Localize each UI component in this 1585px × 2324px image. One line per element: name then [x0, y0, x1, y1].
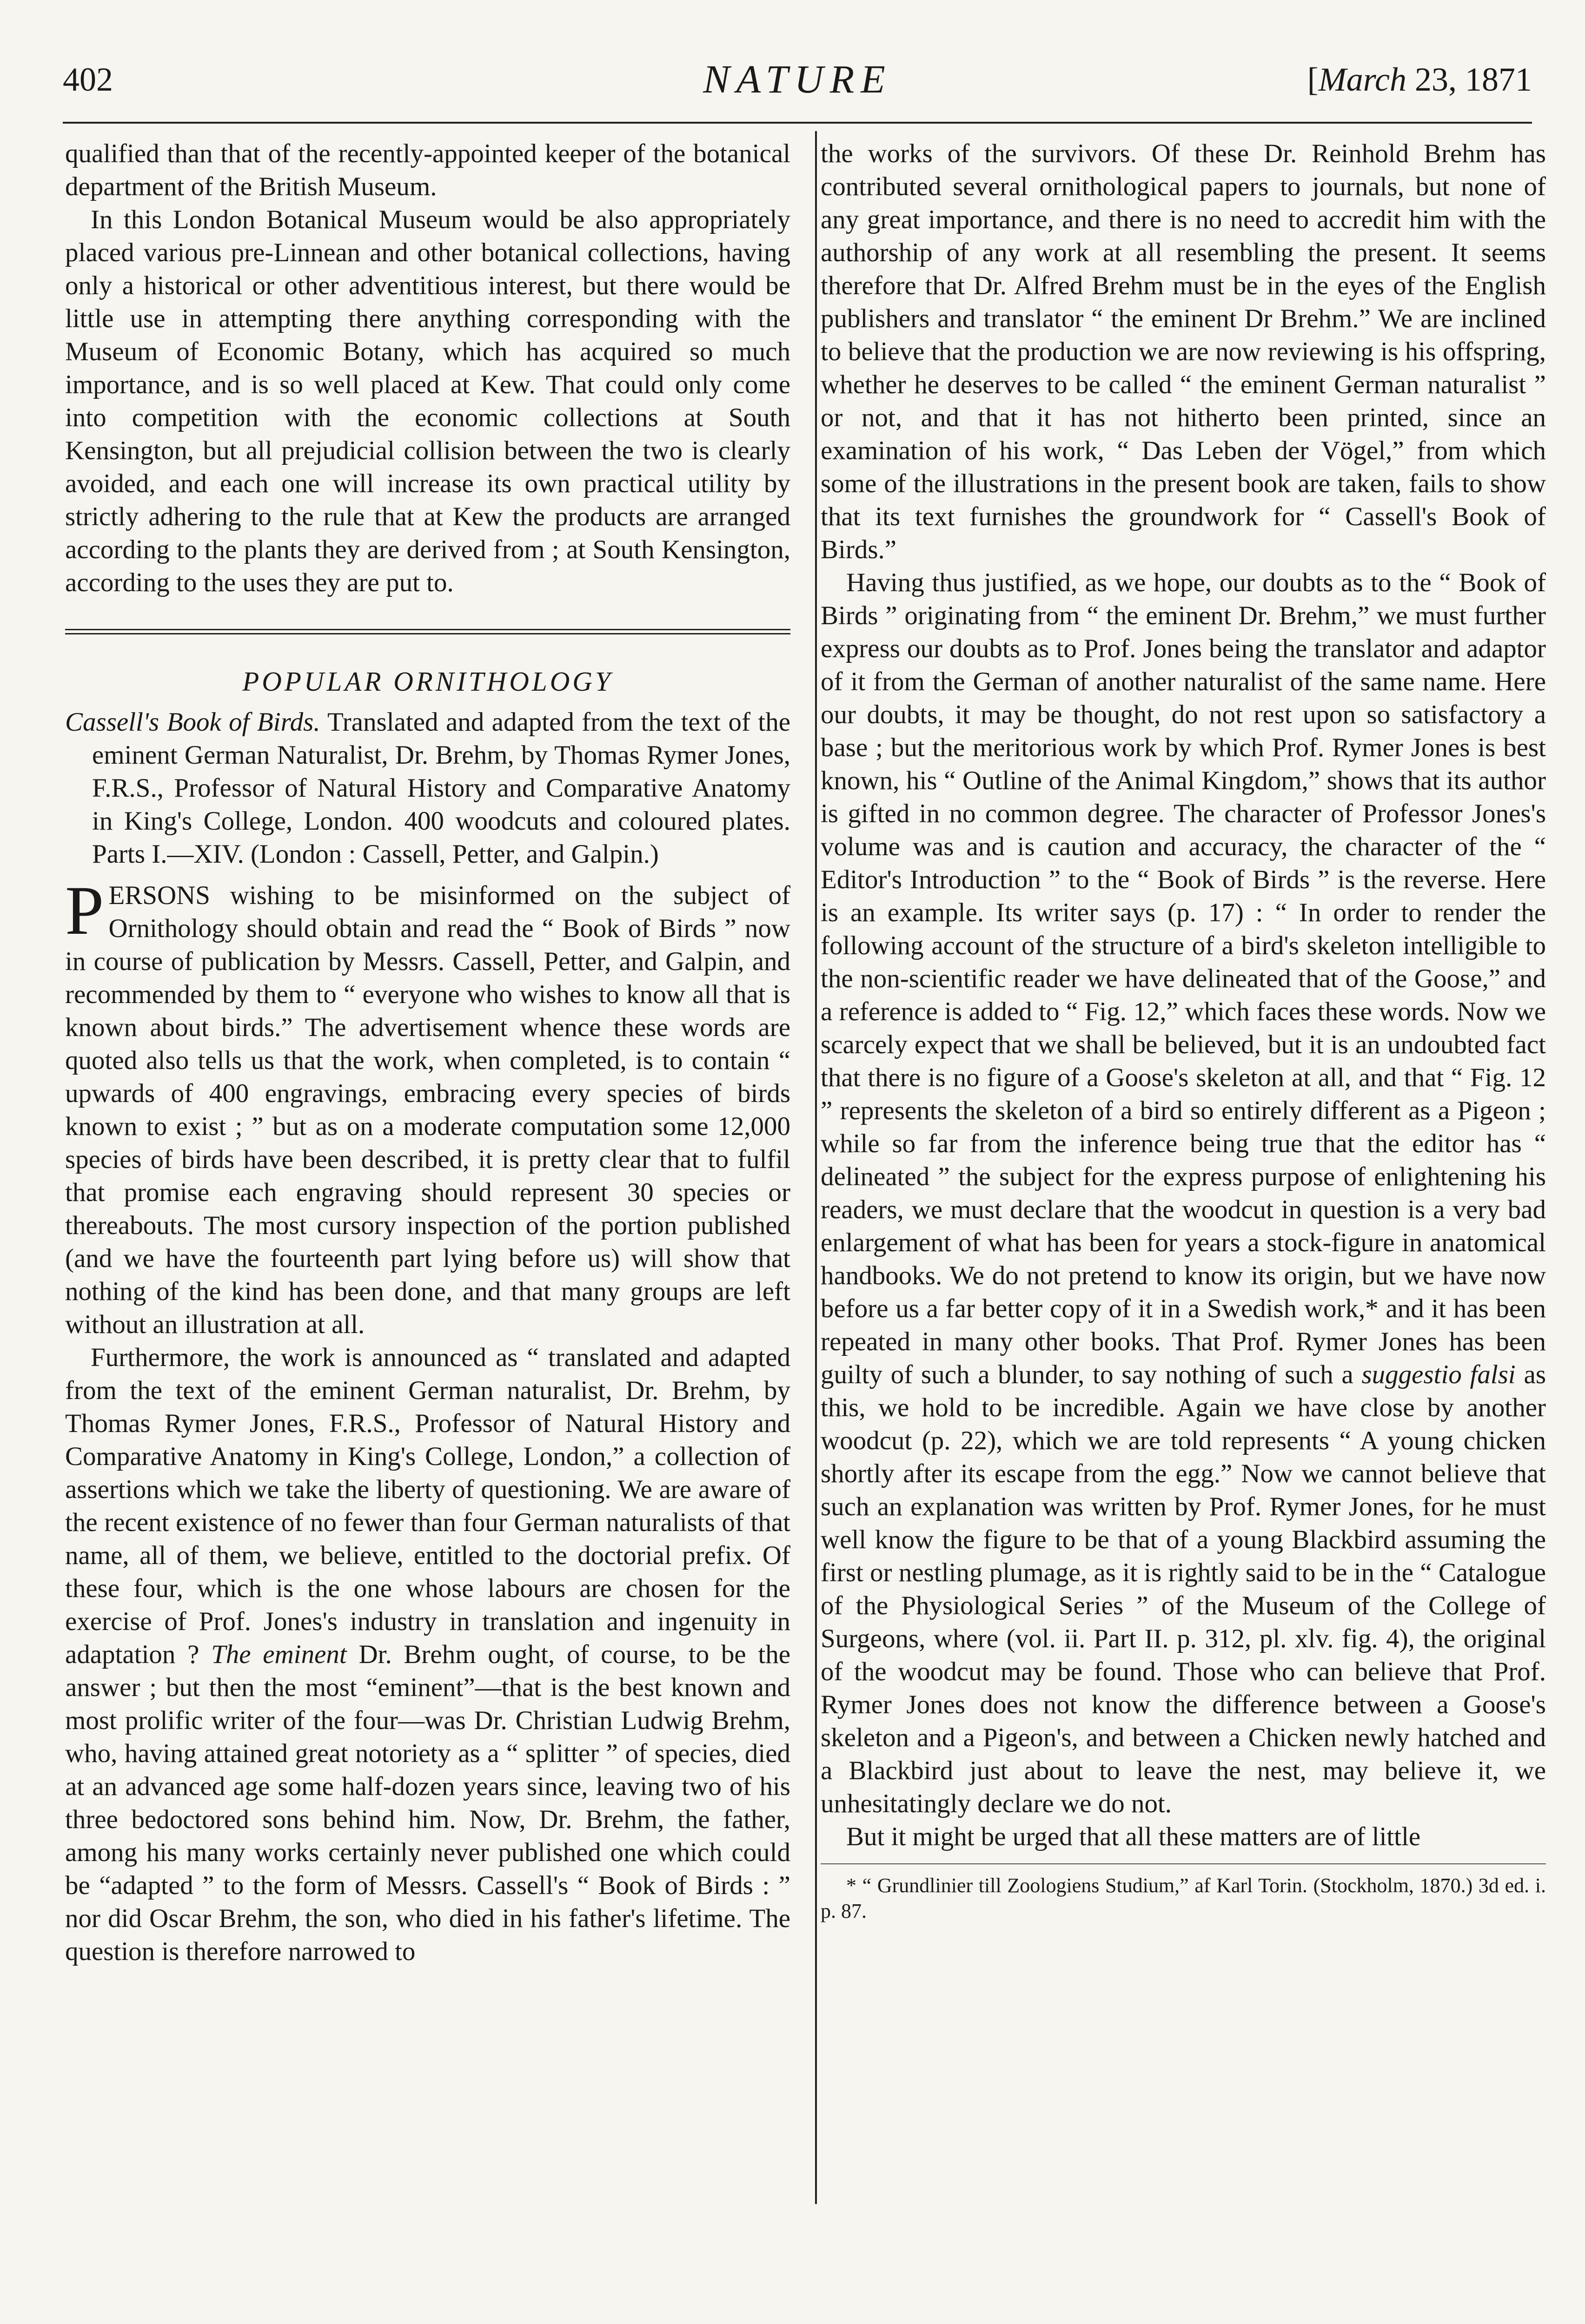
right-paragraph-1: the works of the survivors. Of these Dr. Reinhold Brehm has contributed several ornithological papers to journals, but none of any great importance, and there is no need to accredit him with the authorship of any work at all resembling the present. It seems therefore that Dr. Alfred Brehm must be in the eyes of the English publishers and translator “ the eminent Dr Brehm.” We are inclined to believe that the production we are now reviewing is his offspring, whether he deserves to be called “ the eminent German naturalist ” or not, and that it has not hitherto been printed, since an examination of his work, “ Das Leben der Vögel,” from which some of the illustrations in the present book are taken, fails to show that its text furnishes the groundwork for “ Cassell's Book of Birds.” — [821, 139, 1546, 564]
drop-cap: P — [65, 872, 104, 949]
date-rest: 23, 1871 — [1415, 61, 1532, 98]
book-description: Translated and adapted from the text of the eminent German Naturalist, Dr. Brehm, by Thomas Rymer Jones, F.R.S., Professor of Natural History and Comparative Anatomy in King's College, London. 400 woodcuts and coloured plates. Parts I.—XIV. (London : Cassell, Petter, and Galpin.) — [92, 707, 790, 869]
left-paragraph-2: In this London Botanical Museum would be also appropriately placed various pre-Linnean and other botanical collections, having only a historical or other adventitious interest, but there would be little use in attempting there anything corresponding with the Museum of Economic Botany, which has acquired so much importance, and is so well placed at Kew. That could only come into competition with the economic collections at South Kensington, but all prejudicial collision between the two is clearly avoided, and each one will increase its own practical utility by strictly adhering to the rule that at Kew the products are arranged according to the plants they are derived from ; at South Kensington, according to the uses they are put to. — [65, 205, 790, 597]
left-paragraph-3-text: ERSONS wishing to be misinformed on the subject of Ornithology should obtain and read the “ Book of Birds ” now in course of publication by Messrs. Cassell, Petter, and Galpin, and recommended by them to “ everyone who wishes to know all that is known about birds.” The advertisement whence these words are quoted also tells us that the work, when completed, is to contain “ upwards of 400 engravings, embracing every species of birds known to exist ; ” but as on a moderate computation some 12,000 species of birds have been described, it is pretty clear that to fulfil that promise each engraving should represent 30 species or thereabouts. The most cursory inspection of the portion published (and we have the fourteenth part lying before us) will show that nothing of the kind has been done, and that many groups are left without an illustration at all. — [65, 881, 790, 1339]
left-paragraph-4-italic: The eminent — [211, 1640, 347, 1669]
left-column — [65, 137, 790, 1968]
journal-title: NATURE — [703, 57, 892, 101]
left-paragraph-1: qualified than that of the recently-appointed keeper of the botanical department of the British Museum. — [65, 139, 790, 201]
issue-date — [1307, 60, 1532, 99]
section-divider — [65, 629, 790, 634]
right-paragraph-2-b: as this, we hold to be incredible. Again we have close by another woodcut (p. 22), which we are told represents “ A young chicken shortly after its escape from the egg.” Now we cannot believe that such an explanation was written by Prof. Rymer Jones, for he must well know the figure to be that of a young Blackbird assuming the first or nestling plumage, as it is rightly said to be in the “ Catalogue of the Physiological Series ” of the Museum of the College of Surgeons, where (vol. ii. Part II. p. 312, pl. xlv. fig. 4), the original of the woodcut may be found. Those who can believe that Prof. Rymer Jones does not know the difference between a Goose's skeleton and a Pigeon's, and between a Chicken newly hatched and a Blackbird just about to leave the nest, may believe it, we unhesitatingly declare we do not. — [821, 1360, 1546, 1818]
column-divider — [815, 131, 817, 2204]
header-rule — [63, 122, 1532, 124]
right-column — [821, 137, 1546, 1924]
page-number: 402 — [63, 61, 113, 98]
date-month: March — [1318, 61, 1406, 98]
footnote: * “ Grundlinier till Zoologiens Studium,” af Karl Torin. (Stockholm, 1870.) 3d ed. i. p. 87. — [821, 1874, 1546, 1922]
left-paragraph-4-a: Furthermore, the work is announced as “ translated and adapted from the text of the eminent German naturalist, Dr. Brehm, by Thomas Rymer Jones, F.R.S., Professor of Natural History and Comparative Anatomy in King's College, London,” a collection of assertions which we take the liberty of questioning. We are aware of the recent existence of no fewer than four German naturalists of that name, all of them, we believe, entitled to the doctorial prefix. Of these four, which is the one whose labours are chosen for the exercise of Prof. Jones's industry in translation and ingenuity in adaptation ? — [65, 1343, 790, 1669]
page-header — [63, 56, 1532, 112]
left-paragraph-3 — [65, 872, 790, 1341]
right-paragraph-2 — [821, 566, 1546, 1820]
right-paragraph-2-italic: suggestio falsi — [1361, 1360, 1516, 1389]
right-paragraph-3: But it might be urged that all these matters are of little — [846, 1822, 1421, 1851]
book-title: Cassell's Book of Birds. — [65, 707, 320, 737]
left-paragraph-4 — [65, 1341, 790, 1968]
left-paragraph-4-b: Dr. Brehm ought, of course, to be the answer ; but then the most “eminent”—that is the best known and most prolific writer of the four—was Dr. Christian Ludwig Brehm, who, having attained great notoriety as a “ splitter ” of species, died at an advanced age some half-dozen years since, leaving two of his three bedoctored sons behind him. Now, Dr. Brehm, the father, among his many works certainly never published one which could be “adapted ” to the form of Messrs. Cassell's “ Book of Birds : ” nor did Oscar Brehm, the son, who died in his father's lifetime. The question is therefore narrowed to — [65, 1640, 791, 1966]
book-reference — [65, 706, 790, 871]
right-paragraph-2-a: Having thus justified, as we hope, our doubts as to the “ Book of Birds ” originating from “ the eminent Dr. Brehm,” we must further express our doubts as to Prof. Jones being the translator and adaptor of it from the German of another naturalist of the same name. Here our doubts, it may be thought, do not rest upon so satisfactory a base ; but the meritorious work by which Prof. Rymer Jones is best known, his “ Outline of the Animal Kingdom,” shows that its author is gifted in no common degree. The character of Professor Jones's volume was and is caution and accuracy, the character of the “ Editor's Introduction ” to the “ Book of Birds ” is the reverse. Here is an example. Its writer says (p. 17) : “ In order to render the following account of the structure of a bird's skeleton intelligible to the non-scientific reader we have delineated that of the Goose,” and a reference is added to “ Fig. 12,” which faces these words. Now we scarcely expect that we shall be believed, but it is an undoubted fact that there is no figure of a Goose's skeleton at all, and that “ Fig. 12 ” represents the skeleton of a bird so entirely different as a Pigeon ; while so far from the inference being true that the editor has “ delineated ” the subject for the express purpose of enlightening his readers, we must declare that the woodcut in question is a very bad enlargement of what has been for years a stock-figure in anatomical handbooks. We do not pretend to know its origin, but we have now before us a far better copy of it in a Swedish work,* and it has been repeated in many other books. That Prof. Rymer Jones has been guilty of such a blunder, to say nothing of such a — [821, 568, 1546, 1389]
footnote-rule — [821, 1863, 1546, 1864]
section-title: POPULAR ORNITHOLOGY — [242, 666, 613, 697]
date-bracket: [ — [1307, 61, 1319, 98]
